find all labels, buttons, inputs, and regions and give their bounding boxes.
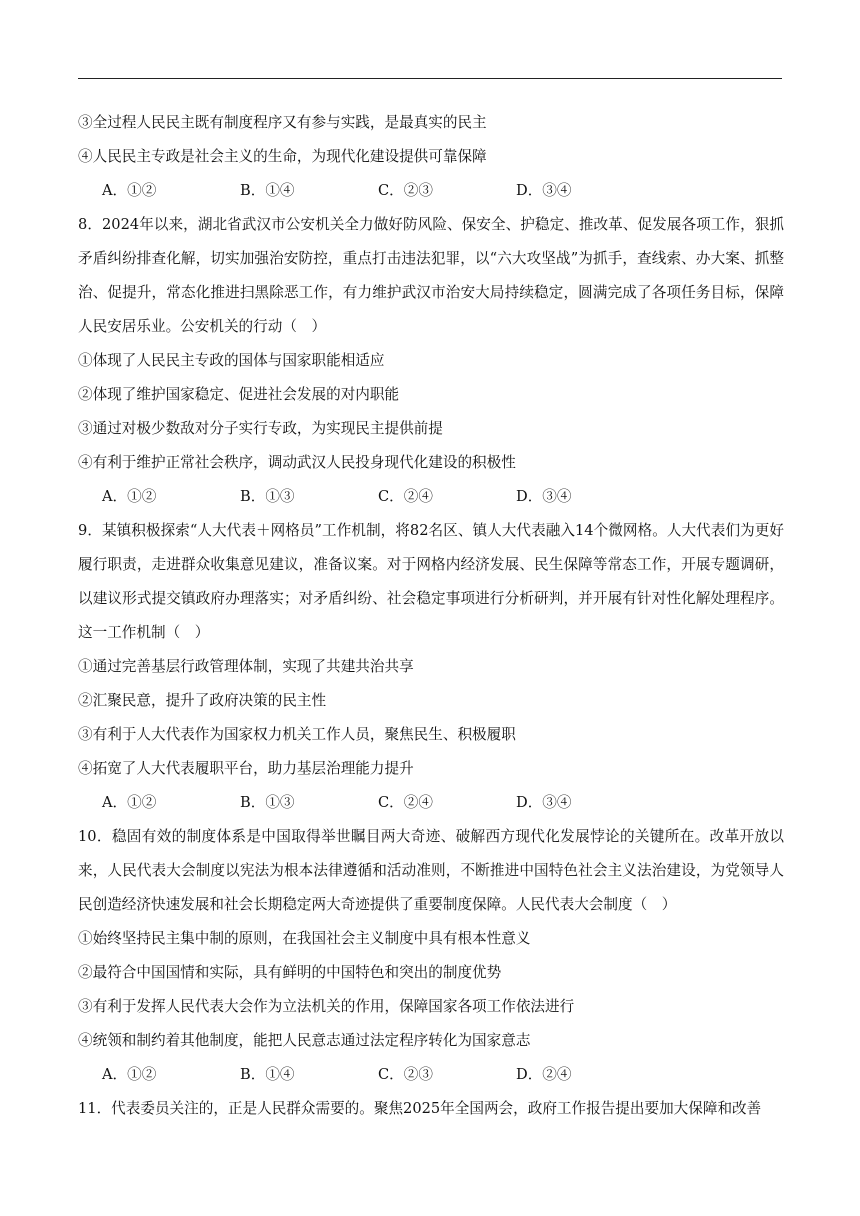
option-d: D．③④ — [516, 488, 572, 505]
option-c: C．②④ — [378, 794, 433, 811]
question-stem: 9．某镇积极探索“人大代表＋网格员”工作机制，将82名区、镇人大代表融入14个微网格。人大代表们为更好履行职责，走进群众收集意见建议，准备议案。对于网格内经济发展、民生保障等常态工作，开展专题调研，以建议形式提交镇政府办理落实；对矛盾纠纷、社会稳定事项进行分析研判，并开展有针对性化解处理程序。这一工作机制（ ） — [78, 522, 784, 641]
answer-options — [78, 1058, 784, 1092]
option-c: C．②④ — [378, 488, 433, 505]
option-c: C．②③ — [378, 1066, 433, 1083]
option-b: B．①③ — [240, 794, 295, 811]
statement-1: ①体现了人民民主专政的国体与国家职能相适应 — [78, 352, 385, 369]
option-c: C．②③ — [378, 182, 433, 199]
option-a: A．①② — [102, 488, 157, 505]
answer-options — [78, 174, 784, 208]
statement-3: ③有利于发挥人民代表大会作为立法机关的作用，保障国家各项工作依法进行 — [78, 998, 575, 1015]
question-11 — [78, 1092, 784, 1126]
option-b: B．①④ — [240, 182, 295, 199]
statement-1: ①始终坚持民主集中制的原则，在我国社会主义制度中具有根本性意义 — [78, 930, 531, 947]
statement-2: ②最符合中国国情和实际，具有鲜明的中国特色和突出的制度优势 — [78, 964, 502, 981]
answer-options — [78, 480, 784, 514]
statement-3: ③全过程人民民主既有制度程序又有参与实践，是最真实的民主 — [78, 114, 487, 131]
statement-1: ①通过完善基层行政管理体制，实现了共建共治共享 — [78, 658, 414, 675]
option-a: A．①② — [102, 794, 157, 811]
question-8 — [78, 208, 784, 514]
header-rule — [78, 78, 782, 79]
statement-4: ④拓宽了人大代表履职平台，助力基层治理能力提升 — [78, 760, 414, 777]
option-d: D．③④ — [516, 794, 572, 811]
option-d: D．②④ — [516, 1066, 572, 1083]
question-10 — [78, 820, 784, 1092]
statement-2: ②体现了维护国家稳定、促进社会发展的对内职能 — [78, 386, 400, 403]
statement-4: ④统领和制约着其他制度，能把人民意志通过法定程序转化为国家意志 — [78, 1032, 531, 1049]
statement-4: ④人民民主专政是社会主义的生命，为现代化建设提供可靠保障 — [78, 148, 487, 165]
option-a: A．①② — [102, 182, 157, 199]
statement-3: ③通过对极少数敌对分子实行专政，为实现民主提供前提 — [78, 420, 443, 437]
exam-page — [78, 106, 784, 1126]
option-d: D．③④ — [516, 182, 572, 199]
statement-4: ④有利于维护正常社会秩序，调动武汉人民投身现代化建设的积极性 — [78, 454, 516, 471]
question-9 — [78, 514, 784, 820]
option-a: A．①② — [102, 1066, 157, 1083]
statement-2: ②汇聚民意，提升了政府决策的民主性 — [78, 692, 327, 709]
option-b: B．①④ — [240, 1066, 295, 1083]
question-stem: 10．稳固有效的制度体系是中国取得举世瞩目两大奇迹、破解西方现代化发展悖论的关键所在。改革开放以来，人民代表大会制度以宪法为根本法律遵循和活动准则，不断推进中国特色社会主义法治建设，为党领导人民创造经济快速发展和社会长期稳定两大奇迹提供了重要制度保障。人民代表大会制度（ ） — [78, 828, 784, 913]
question-stem: 11．代表委员关注的，正是人民群众需要的。聚焦2025年全国两会，政府工作报告提出要加大保障和改善 — [78, 1100, 762, 1117]
answer-options — [78, 786, 784, 820]
question-stem: 8．2024年以来，湖北省武汉市公安机关全力做好防风险、保安全、护稳定、推改革、促发展各项工作，狠抓矛盾纠纷排查化解，切实加强治安防控，重点打击违法犯罪，以“六大攻坚战”为抓手，查线索、办大案、抓整治、促提升，常态化推进扫黑除恶工作，有力维护武汉市治安大局持续稳定，圆满完成了各项任务目标，保障人民安居乐业。公安机关的行动（ ） — [78, 216, 784, 335]
option-b: B．①③ — [240, 488, 295, 505]
statement-3: ③有利于人大代表作为国家权力机关工作人员，聚焦民生、积极履职 — [78, 726, 516, 743]
